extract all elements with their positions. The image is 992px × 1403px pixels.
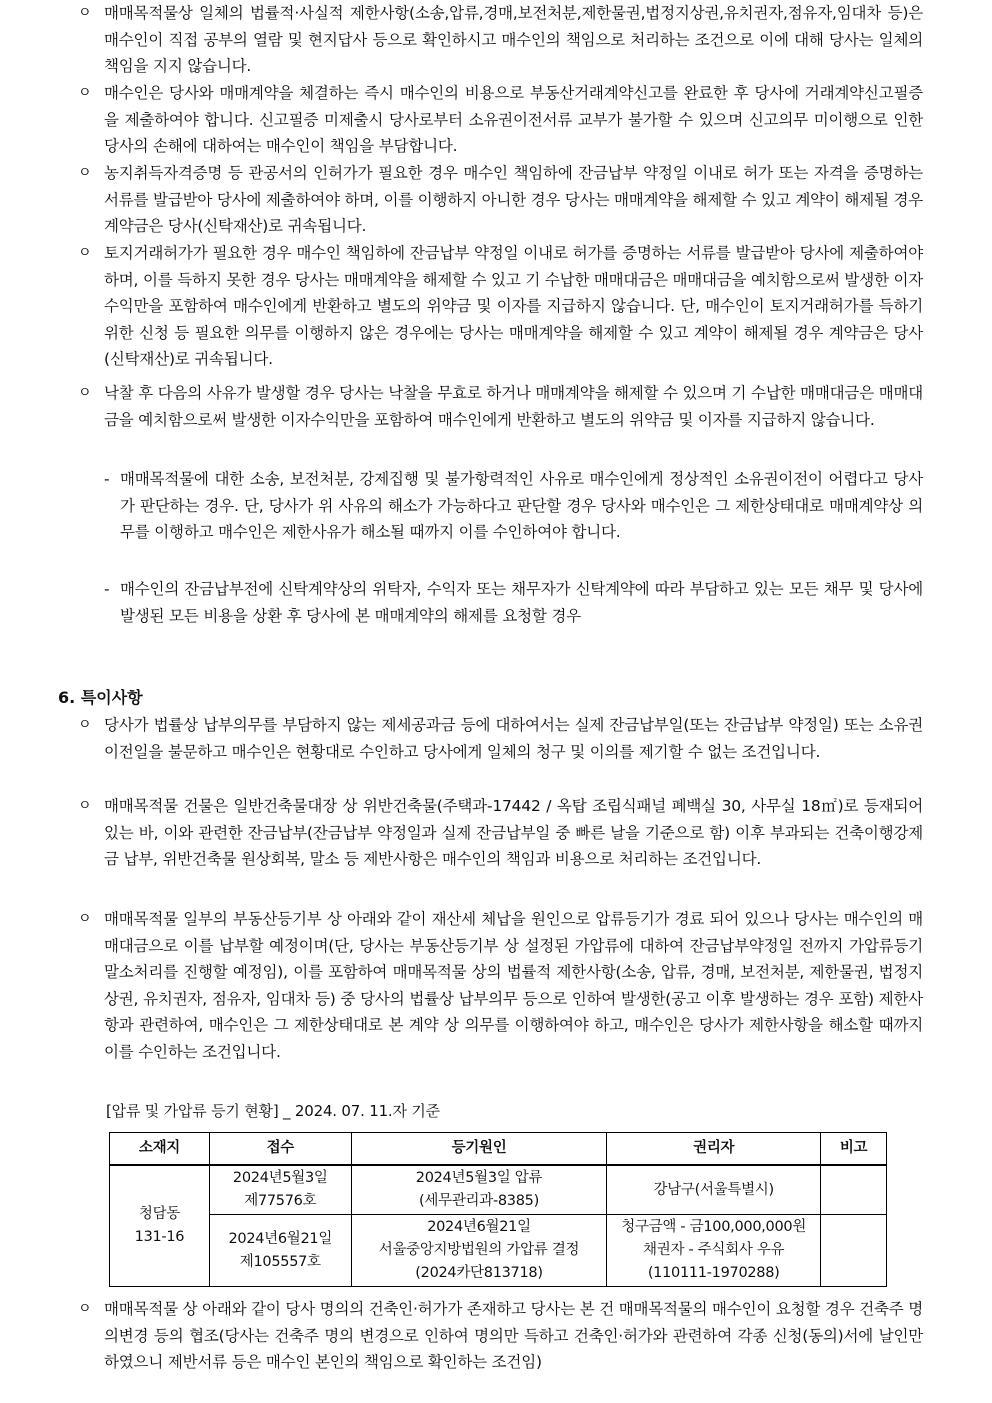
table-header-row <box>110 1133 887 1166</box>
receipt-line: 2024년5월3일 <box>232 1170 328 1186</box>
column-header: 등기원인 <box>351 1133 607 1166</box>
receipt-line: 제105557호 <box>239 1253 321 1270</box>
list-item <box>78 906 923 1066</box>
holder-line: 채권자 - 주식회사 우유 <box>643 1242 785 1258</box>
list-item-text: 당사가 법률상 납부의무를 부담하지 않는 제세공과금 등에 대하여서는 실제 잔금납부일(또는 잔금납부 약정일) 또는 소유권이전일을 불문하고 매수인은 현황대로 수인하고 당사에게 일체의 청구 및 이의를 제기할 수 없는 조건입니다. <box>104 716 923 761</box>
bullet-marker: ㅇ <box>78 245 92 261</box>
list-item-text: 매매목적물 일부의 부동산등기부 상 아래와 같이 재산세 체납을 원인으로 압류등기가 경료 되어 있으나 당사는 매수인의 매매대금으로 이를 납부할 예정이며(단, 당사는 부동산등기부 상 설정된 가압류에 대하여 잔금납부약정일 전까지 가압류등기 말소처리를 진행할 예정임), 이를 포함하여 매매목적물 상의 법률적 제한사항(소송, 압류, 경매, 보전처분, 제한물권, 법정지상권, 유치권자, 점유자, 임대차 등) 중 당사의 법률상 납부의무 등으로 인하여 발생한(공고 이후 발생하는 경우 포함) 제한사항과 관련하여, 매수인은 그 제한상태대로 본 계약 상 의무를 이행하여야 하고, 매수인은 당사가 제한사항을 해소할 때까지 이를 수인하는 조건입니다. <box>104 910 923 1061</box>
list-item-text: 매매목적물상 일체의 법률적·사실적 제한사항(소송,압류,경매,보전처분,제한물권,법정지상권,유치권자,점유자,임대차 등)은 매수인이 직접 공부의 열람 및 현지답사 등으로 확인하시고 매수인의 책임으로 처리하는 조건으로 이에 대해 당사는 일체의 책임을 지지 않습니다. <box>104 4 923 76</box>
receipt-line: 제77576호 <box>244 1193 317 1209</box>
cause-line: (2024카단813718) <box>415 1265 543 1281</box>
table-row <box>110 1215 887 1287</box>
sub-list-item-text: 매매목적물에 대한 소송, 보전처분, 강제집행 및 불가항력적인 사유로 매수인에게 정상적인 소유권이전이 어렵다고 당사가 판단하는 경우. 단, 당사가 위 사유의 해소가 가능하다고 판단할 경우 당사와 매수인은 그 제한상태대로 매매계약상 의무를 이행하고 매수인은 제한사유가 해소될 때까지 이를 수인하여야 합니다. <box>120 470 923 542</box>
cause-line: 2024년6월21일 <box>427 1219 531 1235</box>
cause-cell <box>351 1215 607 1287</box>
list-item <box>78 240 923 373</box>
location-cell <box>110 1165 210 1287</box>
holder-line: 청구금액 - 금100,000,000원 <box>621 1219 807 1235</box>
bullet-marker: ㅇ <box>78 85 92 101</box>
list-item <box>78 0 923 80</box>
bullet-marker: ㅇ <box>78 5 92 21</box>
receipt-cell <box>209 1215 351 1287</box>
bullet-marker: ㅇ <box>78 911 92 927</box>
cause-cell <box>351 1165 607 1215</box>
registry-table <box>109 1132 887 1287</box>
list-item-text: 매매목적물 건물은 일반건축물대장 상 위반건축물(주택과-17442 / 옥탑 조립식패널 폐백실 30, 사무실 18㎡)로 등재되어 있는 바, 이와 관련한 잔금납부(잔금납부 약정일과 실제 잔금납부일 중 빠른 날을 기준으로 함) 이후 부과되는 건축이행강제금 납부, 위반건축물 원상회복, 말소 등 제반사항은 매수인의 책임과 비용으로 처리하는 조건입니다. <box>104 797 923 869</box>
bullet-marker: ㅇ <box>78 798 92 814</box>
list-item <box>78 380 923 433</box>
location-line: 청담동 <box>138 1206 180 1222</box>
column-header: 소재지 <box>110 1133 210 1166</box>
location-line: 131-16 <box>134 1229 185 1245</box>
sub-list-item <box>104 576 923 629</box>
list-item <box>78 712 923 765</box>
column-header: 권리자 <box>607 1133 821 1166</box>
sub-list-item-text: 매수인의 잔금납부전에 신탁계약상의 위탁자, 수익자 또는 채무자가 신탁계약에 따라 부담하고 있는 모든 채무 및 당사에 발생된 모든 비용을 상환 후 당사에 본 매매계약의 해제를 요청할 경우 <box>120 580 923 625</box>
list-item-text: 낙찰 후 다음의 사유가 발생할 경우 당사는 낙찰을 무효로 하거나 매매계약을 해제할 수 있으며 기 수납한 매매대금은 매매대금을 예치함으로써 발생한 이자수익만을 포함하여 매수인에게 반환하고 별도의 위약금 및 이자를 지급하지 않습니다. <box>104 384 924 429</box>
section-title: 6. 특이사항 <box>58 688 143 707</box>
cause-line: 서울중앙지방법원의 가압류 결정 <box>378 1242 580 1258</box>
list-item <box>78 1296 923 1376</box>
sub-list-item <box>104 466 923 546</box>
receipt-cell <box>209 1165 351 1215</box>
cause-line: 2024년5월3일 압류 <box>415 1170 543 1186</box>
dash-marker: - <box>104 470 110 488</box>
bullet-marker: ㅇ <box>78 1301 92 1317</box>
list-item <box>78 80 923 160</box>
list-item-text: 토지거래허가가 필요한 경우 매수인 책임하에 잔금납부 약정일 이내로 허가를 증명하는 서류를 발급받아 당사에 제출하여야 하며, 이를 득하지 못한 경우 당사는 매매계약을 해제할 수 있고 기 수납한 매매대금은 매매대금을 예치함으로써 발생한 이자수익만을 포함하여 매수인에게 반환하고 별도의 위약금 및 이자를 지급하지 않습니다. 단, 매수인이 토지거래허가를 득하기 위한 신청 등 필요한 의무를 이행하지 않은 경우에는 당사는 매매계약을 해제할 수 있고 계약이 해제될 경우 계약금은 당사(신탁재산)로 귀속됩니다. <box>104 244 924 369</box>
column-header: 비고 <box>821 1133 887 1166</box>
note-cell <box>821 1215 887 1287</box>
bullet-marker: ㅇ <box>78 717 92 733</box>
list-item-text: 매수인은 당사와 매매계약을 체결하는 즉시 매수인의 비용으로 부동산거래계약신고를 완료한 후 당사에 거래계약신고필증을 제출하여야 합니다. 신고필증 미제출시 당사로부터 소유권이전서류 교부가 불가할 수 있으며 신고의무 미이행으로 인한 당사의 손해에 대하여는 매수인이 책임을 부담합니다. <box>104 84 923 156</box>
list-item <box>78 793 923 873</box>
list-item <box>78 160 923 240</box>
list-item-text: 매매목적물 상 아래와 같이 당사 명의의 건축인·허가가 존재하고 당사는 본 건 매매목적물의 매수인이 요청할 경우 건축주 명의변경 등의 협조(당사는 건축주 명의 변경으로 인하여 명의만 득하고 건축인·허가와 관련하여 각종 신청(동의)서에 날인만 하였으니 제반서류 등은 매수인 본인의 책임으로 확인하는 조건임) <box>104 1300 924 1372</box>
bullet-marker: ㅇ <box>78 165 92 181</box>
list-item-text: 농지취득자격증명 등 관공서의 인허가가 필요한 경우 매수인 책임하에 잔금납부 약정일 이내로 허가 또는 자격을 증명하는 서류를 발급받아 당사에 제출하여야 하며, 이를 이행하지 아니한 경우 당사는 매매계약을 해제할 수 있고 계약이 해제될 경우 계약금은 당사(신탁재산)로 귀속됩니다. <box>104 164 924 236</box>
column-header: 접수 <box>209 1133 351 1166</box>
dash-marker: - <box>104 580 110 598</box>
note-cell <box>821 1165 887 1215</box>
table-row <box>110 1165 887 1215</box>
cause-line: (세무관리과-8385) <box>419 1193 539 1209</box>
receipt-line: 2024년6월21일 <box>228 1230 333 1247</box>
bullet-marker: ㅇ <box>78 385 92 401</box>
holder-line: 강남구(서울특별시) <box>653 1181 774 1198</box>
holder-cell <box>607 1215 821 1287</box>
holder-line: (110111-1970288) <box>647 1265 780 1281</box>
registry-status-caption: [압류 및 가압류 등기 현황] _ 2024. 07. 11.자 기준 <box>106 1102 440 1120</box>
holder-cell <box>607 1165 821 1215</box>
